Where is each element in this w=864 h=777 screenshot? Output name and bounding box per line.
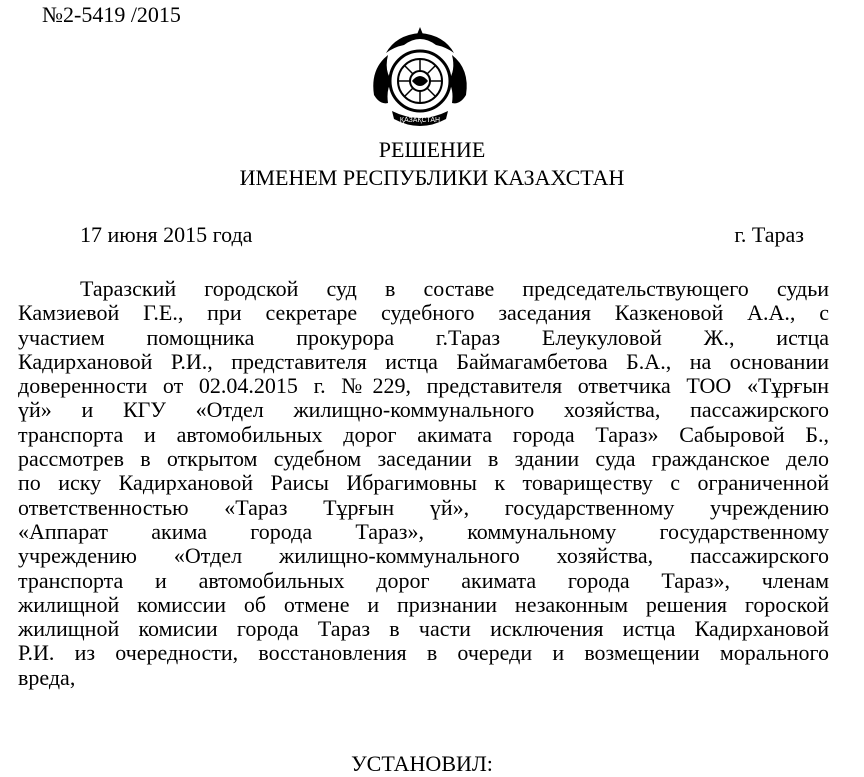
body-line: Кадирхановой Р.И., представителя истца Баймагамбетова Б.А., на основании (18, 348, 829, 374)
body-line: Камзиевой Г.Е., при секретаре судебного заседания Казкеновой А.А., с (18, 300, 829, 326)
body-line: транспорта и автомобильных дорог акимата города Тараз» Сабыровой Б., (18, 421, 829, 447)
body-line: участием помощника прокурора г.Тараз Елеукуловой Ж., истца (18, 324, 829, 350)
document-subtitle: ИМЕНЕМ РЕСПУБЛИКИ КАЗАХСТАН (239, 165, 625, 190)
decision-city: г. Тараз (734, 222, 804, 247)
body-line: ответственностью «Тараз Тұрғын үй», государственному учреждению (18, 494, 829, 520)
section-heading-established: УСТАНОВИЛ: (351, 751, 493, 776)
emblem-ribbon-text: ҚАЗАҚСТАН (399, 117, 441, 124)
state-emblem-icon (366, 25, 474, 133)
decision-body (18, 277, 829, 690)
case-number: №2-5419 /2015 (42, 2, 181, 27)
body-line: «Аппарат акима города Тараз», коммунальному государственному (18, 518, 829, 544)
document-title: РЕШЕНИЕ (378, 137, 486, 162)
body-line: по иску Кадирхановой Раисы Ибрагимовны к товариществу с ограниченной (18, 470, 829, 496)
body-line: вреда, (18, 664, 76, 690)
body-line: Таразский городской суд в составе председательствующего судьи (80, 276, 829, 301)
body-line: жилищной комиссии об отмене и признании незаконным решения гороской (18, 591, 829, 617)
body-line: учреждению «Отдел жилищно-коммунального хозяйства, пассажирского (18, 543, 829, 569)
body-line: үй» и КГУ «Отдел жилищно-коммунального хозяйства, пассажирского (18, 397, 829, 423)
body-line: доверенности от 02.04.2015 г. №229, представителя ответчика ТОО «Тұрғын (18, 373, 829, 399)
decision-date: 17 июня 2015 года (80, 222, 253, 247)
body-line: жилищной комисии города Тараз в части исключения истца Кадирхановой (18, 616, 829, 642)
body-line: рассмотрев в открытом судебном заседании в здании суда гражданское дело (18, 446, 829, 472)
body-line: транспорта и автомобильных дорог акимата города Тараз», членам (18, 567, 829, 593)
body-line: Р.И. из очередности, восстановления в очереди и возмещении морального (18, 640, 829, 666)
